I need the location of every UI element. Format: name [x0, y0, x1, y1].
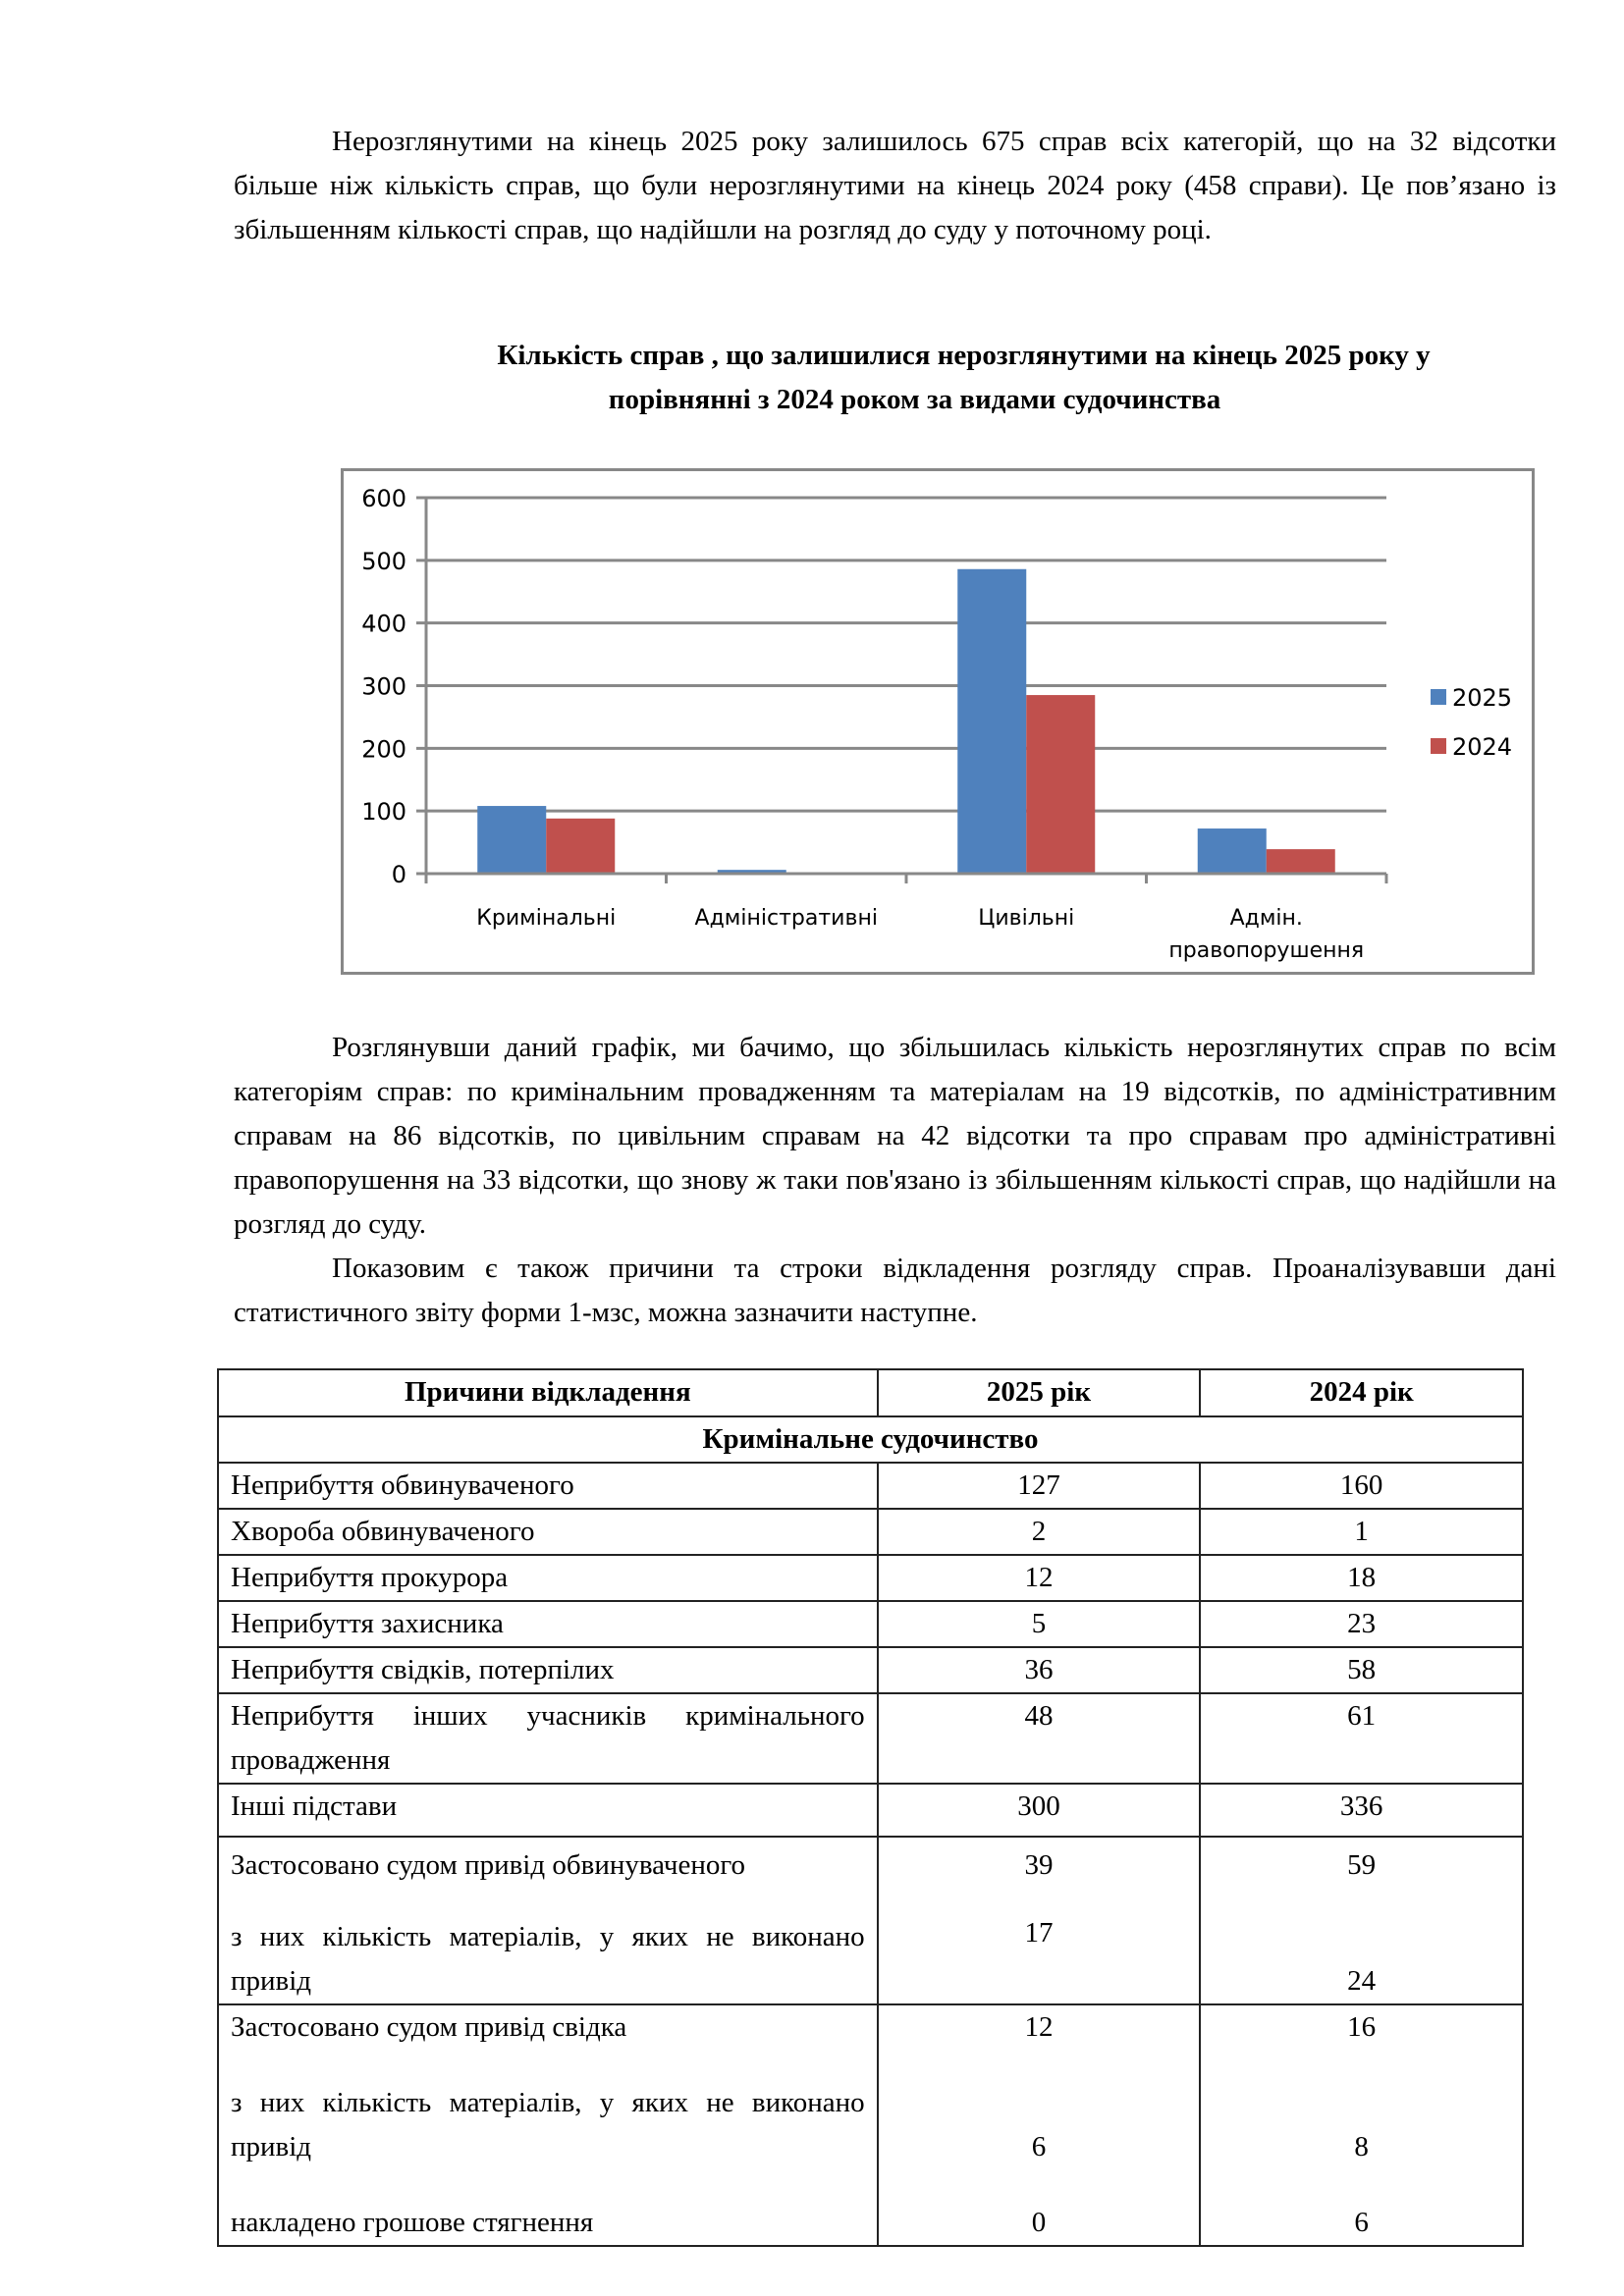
x-category-label: Цивільні — [978, 906, 1075, 931]
y-tick-label: 200 — [361, 735, 406, 764]
table-row — [218, 1647, 1523, 1693]
y-tick-label: 400 — [361, 610, 406, 638]
bar-chart — [341, 468, 1535, 975]
chart-title-line-1: Кількість справ , що залишилися нерозглянутими на кінець 2025 року у — [497, 340, 1431, 371]
section-criminal: Кримінальне судочинство — [218, 1416, 1523, 1463]
reason-cell — [218, 1837, 878, 2004]
table-row — [218, 1509, 1523, 1555]
x-category-label: Адмін. — [1229, 906, 1303, 931]
reason-sub2: накладено грошове стягнення — [231, 2207, 594, 2238]
x-category-label: Кримінальні — [476, 906, 617, 931]
value-2024 — [1200, 1837, 1523, 2004]
header-reason: Причини відкладення — [218, 1369, 878, 1416]
legend-label: 2025 — [1452, 684, 1513, 712]
y-tick-label: 500 — [361, 547, 406, 575]
table-row-compound — [218, 2004, 1523, 2246]
reason-cell: Інші підстави — [218, 1784, 878, 1837]
table-row-compound — [218, 1837, 1523, 2004]
postponement-intro-paragraph: Показовим є також причини та строки відкладення розгляду справ. Проаналізувавши дані статистичного звіту форми 1-мзс, можна зазначити наступне. — [234, 1253, 1556, 1328]
table-row — [218, 1784, 1523, 1837]
value-2025 — [878, 1837, 1201, 2004]
value-2025: 12 — [878, 1555, 1201, 1601]
header-2024: 2024 рік — [1200, 1369, 1523, 1416]
table-header-row — [218, 1369, 1523, 1416]
value-sub-2025: 6 — [1031, 2131, 1047, 2163]
value-2024: 61 — [1200, 1693, 1523, 1784]
reason-cell: Неприбуття прокурора — [218, 1555, 878, 1601]
x-category-label: правопорушення — [1168, 938, 1365, 963]
value-2025 — [878, 2004, 1201, 2246]
value-2024: 58 — [1200, 1647, 1523, 1693]
value-main-2025: 39 — [1024, 1849, 1054, 1881]
bar-2024 — [546, 819, 615, 874]
value-2024: 160 — [1200, 1463, 1523, 1509]
y-tick-label: 100 — [361, 798, 406, 827]
value-2025: 127 — [878, 1463, 1201, 1509]
value-2024 — [1200, 2004, 1523, 2246]
section-row — [218, 1416, 1523, 1463]
value-2025: 36 — [878, 1647, 1201, 1693]
table-row — [218, 1601, 1523, 1647]
bar-2025 — [957, 569, 1026, 874]
value-2024: 336 — [1200, 1784, 1523, 1837]
analysis-paragraph: Розглянувши даний графік, ми бачимо, що збільшилась кількість нерозглянутих справ по всім категоріям справ: по кримінальним провадженням та матеріалам на 19 відсотків, по адміністративним справам на 86 відсотків, по цивільним справам на 42 відсотки та про справам про адміністративні правопорушення на 33 відсотки, що знову ж таки пов'язано із збільшенням кількості справ, що надійшли на розгляд до суду. — [234, 1032, 1556, 1240]
bar-2024 — [1267, 849, 1335, 874]
bar-2025 — [477, 806, 546, 874]
header-2025: 2025 рік — [878, 1369, 1201, 1416]
value-2025: 300 — [878, 1784, 1201, 1837]
value-sub2-2025: 0 — [1031, 2207, 1047, 2238]
table-row — [218, 1555, 1523, 1601]
postponement-reasons-table — [217, 1368, 1524, 2247]
value-2025: 2 — [878, 1509, 1201, 1555]
value-main-2024: 59 — [1347, 1849, 1377, 1881]
value-main-2024: 16 — [1347, 2011, 1377, 2043]
reason-cell: Неприбуття захисника — [218, 1601, 878, 1647]
value-sub-2024: 24 — [1347, 1965, 1377, 1997]
legend-swatch-2025 — [1431, 689, 1446, 705]
legend-label: 2024 — [1452, 733, 1513, 761]
reason-sub: з них кількість матеріалів, у яких не виконано привід — [231, 1921, 865, 1997]
reason-cell: Неприбуття інших учасників кримінального провадження — [218, 1693, 878, 1784]
table-row — [218, 1693, 1523, 1784]
bar-2025 — [1198, 828, 1267, 874]
value-2024: 1 — [1200, 1509, 1523, 1555]
value-2024: 18 — [1200, 1555, 1523, 1601]
reason-cell: Хвороба обвинуваченого — [218, 1509, 878, 1555]
reason-cell — [218, 2004, 878, 2246]
bar-2024 — [1026, 695, 1095, 874]
reason-main: Застосовано судом привід свідка — [231, 2011, 627, 2043]
reason-sub: з них кількість матеріалів, у яких не виконано привід — [231, 2087, 865, 2163]
reason-cell: Неприбуття свідків, потерпілих — [218, 1647, 878, 1693]
value-sub-2024: 8 — [1354, 2131, 1369, 2163]
y-tick-label: 600 — [361, 485, 406, 512]
value-2024: 23 — [1200, 1601, 1523, 1647]
table-row — [218, 1463, 1523, 1509]
x-category-label: Адміністративні — [694, 906, 878, 931]
value-2025: 5 — [878, 1601, 1201, 1647]
value-sub2-2024: 6 — [1354, 2207, 1369, 2238]
value-2025: 48 — [878, 1693, 1201, 1784]
reason-main: Застосовано судом привід обвинуваченого — [231, 1849, 746, 1881]
reason-cell: Неприбуття обвинуваченого — [218, 1463, 878, 1509]
bar-chart-canvas — [341, 468, 1535, 975]
value-main-2025: 12 — [1024, 2011, 1054, 2043]
legend-swatch-2024 — [1431, 738, 1446, 754]
value-sub-2025: 17 — [1024, 1917, 1054, 1949]
chart-title-line-2: порівнянні з 2024 роком за видами судочинства — [608, 384, 1221, 415]
chart-title — [234, 334, 1556, 422]
intro-paragraph: Нерозглянутими на кінець 2025 року залишилось 675 справ всіх категорій, що на 32 відсотки більше ніж кількість справ, що були нерозглянутими на кінець 2024 року (458 справи). Це пов’язано із збільшенням кількості справ, що надійшли на розгляд до суду у поточному році. — [234, 126, 1556, 245]
y-tick-label: 300 — [361, 672, 406, 701]
y-tick-label: 0 — [391, 861, 406, 888]
